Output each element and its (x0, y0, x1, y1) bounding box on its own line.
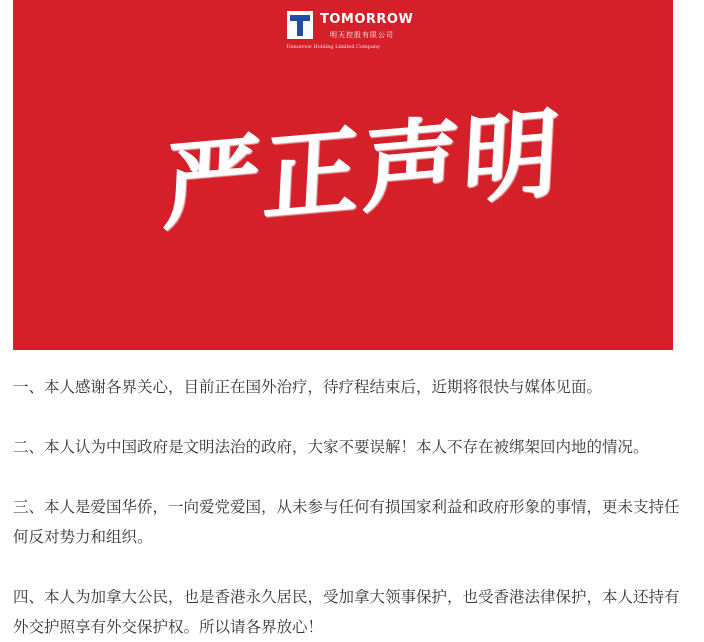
logo-name: TOMORROW (320, 12, 414, 27)
statement-paragraph: 一、本人感谢各界关心，目前正在国外治疗，待疗程结束后，近期将很快与媒体见面。 (13, 378, 603, 396)
company-logo (286, 6, 436, 54)
logo-chinese-name: 明天控股有限公司 (330, 31, 394, 39)
logo-english-name: Tomorrow Holding Limited Company (286, 44, 380, 50)
statement-paragraph: 三、本人是爱国华侨，一向爱党爱国，从未参与任何有损国家利益和政府形象的事情，更未支持任何反对势力和组织。 (13, 498, 680, 546)
tomorrow-logo-icon (286, 10, 314, 40)
statement-paragraph: 四、本人为加拿大公民，也是香港永久居民，受加拿大领事保护，也受香港法律保护，本人还持有外交护照享有外交保护权。所以请各界放心！ (13, 588, 680, 636)
red-banner (13, 0, 673, 350)
statement-paragraph: 二、本人认为中国政府是文明法治的政府，大家不要误解！本人不存在被绑架回内地的情况。 (13, 438, 649, 456)
headline-title: 严正声明 (160, 95, 566, 244)
statement-list (13, 372, 693, 642)
